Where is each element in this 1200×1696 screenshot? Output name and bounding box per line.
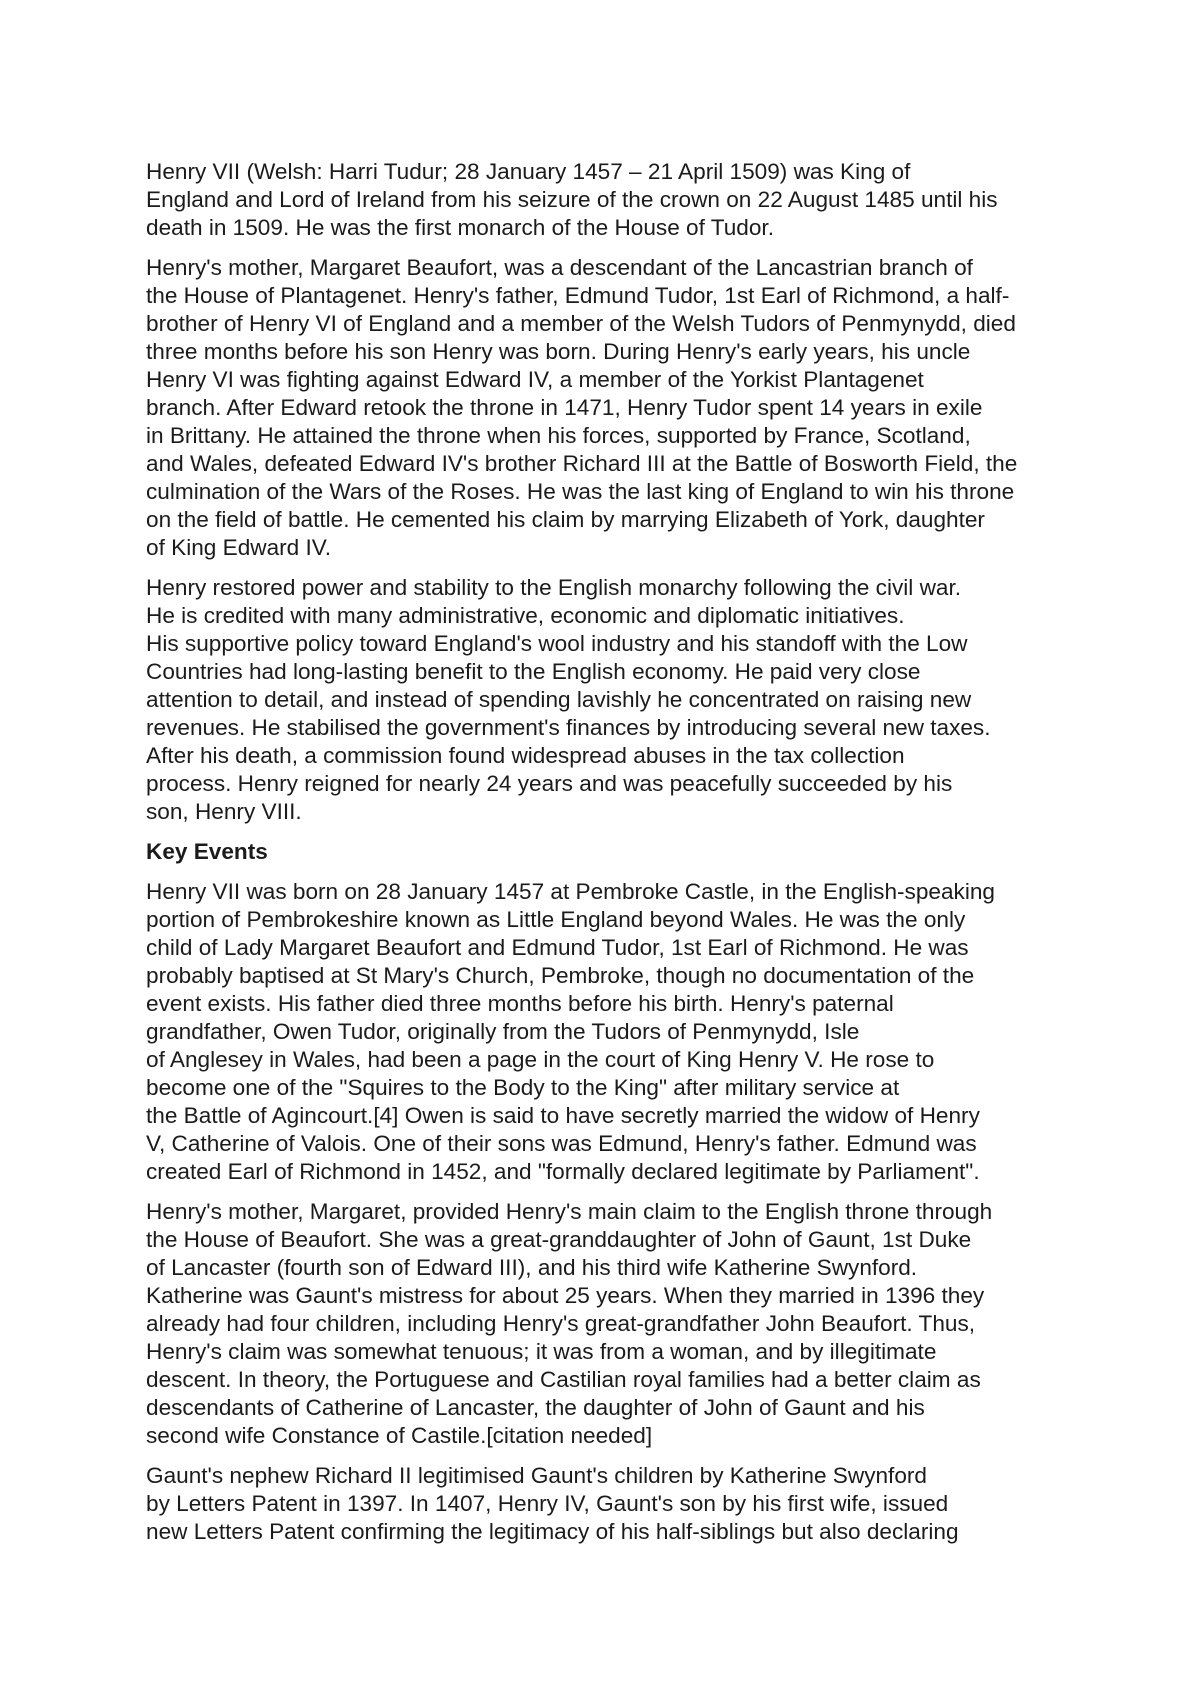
section-heading: Key Events bbox=[146, 839, 268, 864]
birth-paragraph: Henry VII was born on 28 January 1457 at Pembroke Castle, in the English-speaking portion of Pembrokeshire known as Little England beyond Wales. He was the only child of Lady Margaret Beaufort and Edmund Tudor, 1st Earl of Richmond. He was probably baptised at St Mary's Church, Pembroke, though no documentation of the event exists. His father died three months before his birth. Henry's paternal grandfather, Owen Tudor, originally from the Tudors of Penmynydd, Isle of Anglesey in Wales, had been a page in the court of King Henry V. He rose to become one of the "Squires to the Body to the King" after military service at the Battle of Agincourt.[4] Owen is said to have secretly married the widow of Henry V, Catherine of Valois. One of their sons was Edmund, Henry's father. Edmund was created Earl of Richmond in 1452, and "formally declared legitimate by Parliament". bbox=[146, 879, 995, 1184]
parents-paragraph: Henry's mother, Margaret Beaufort, was a descendant of the Lancastrian branch of the House of Plantagenet. Henry's father, Edmund Tudor, 1st Earl of Richmond, a half- brother of Henry VI of England and a member of the Welsh Tudors of Penmynydd, died three months before his son Henry was born. During Henry's early years, his uncle Henry VI was fighting against Edward IV, a member of the Yorkist Plantagenet branch. After Edward retook the throne in 1471, Henry Tudor spent 14 years in exile in Brittany. He attained the throne when his forces, supported by France, Scotland, and Wales, defeated Edward IV's brother Richard III at the Battle of Bosworth Field, the culmination of the Wars of the Roses. He was the last king of England to win his throne on the field of battle. He cemented his claim by marrying Elizabeth of York, daughter of King Edward IV. bbox=[146, 255, 1018, 560]
intro-paragraph: Henry VII (Welsh: Harri Tudur; 28 January 1457 – 21 April 1509) was King of England and Lord of Ireland from his seizure of the crown on 22 August 1485 until his death in 1509. He was the first monarch of the House of Tudor. bbox=[146, 159, 998, 240]
legitimacy-paragraph: Gaunt's nephew Richard II legitimised Gaunt's children by Katherine Swynford by Letters Patent in 1397. In 1407, Henry IV, Gaunt's son by his first wife, issued new Letters Patent confirming the legitimacy of his half-siblings but also declaring bbox=[146, 1463, 959, 1544]
reign-paragraph: Henry restored power and stability to the English monarchy following the civil war. He is credited with many administrative, economic and diplomatic initiatives. His supportive policy toward England's wool industry and his standoff with the Low Countries had long-lasting benefit to the English economy. He paid very close attention to detail, and instead of spending lavishly he concentrated on raising new revenues. He stabilised the government's finances by introducing several new taxes. After his death, a commission found widespread abuses in the tax collection process. Henry reigned for nearly 24 years and was peacefully succeeded by his son, Henry VIII. bbox=[146, 575, 991, 824]
claim-paragraph: Henry's mother, Margaret, provided Henry's main claim to the English throne through the House of Beaufort. She was a great-granddaughter of John of Gaunt, 1st Duke of Lancaster (fourth son of Edward III), and his third wife Katherine Swynford. Katherine was Gaunt's mistress for about 25 years. When they married in 1396 they already had four children, including Henry's great-grandfather John Beaufort. Thus, Henry's claim was somewhat tenuous; it was from a woman, and by illegitimate descent. In theory, the Portuguese and Castilian royal families had a better claim as descendants of Catherine of Lancaster, the daughter of John of Gaunt and his second wife Constance of Castile.[citation needed] bbox=[146, 1199, 993, 1448]
document-body bbox=[146, 158, 1066, 1558]
